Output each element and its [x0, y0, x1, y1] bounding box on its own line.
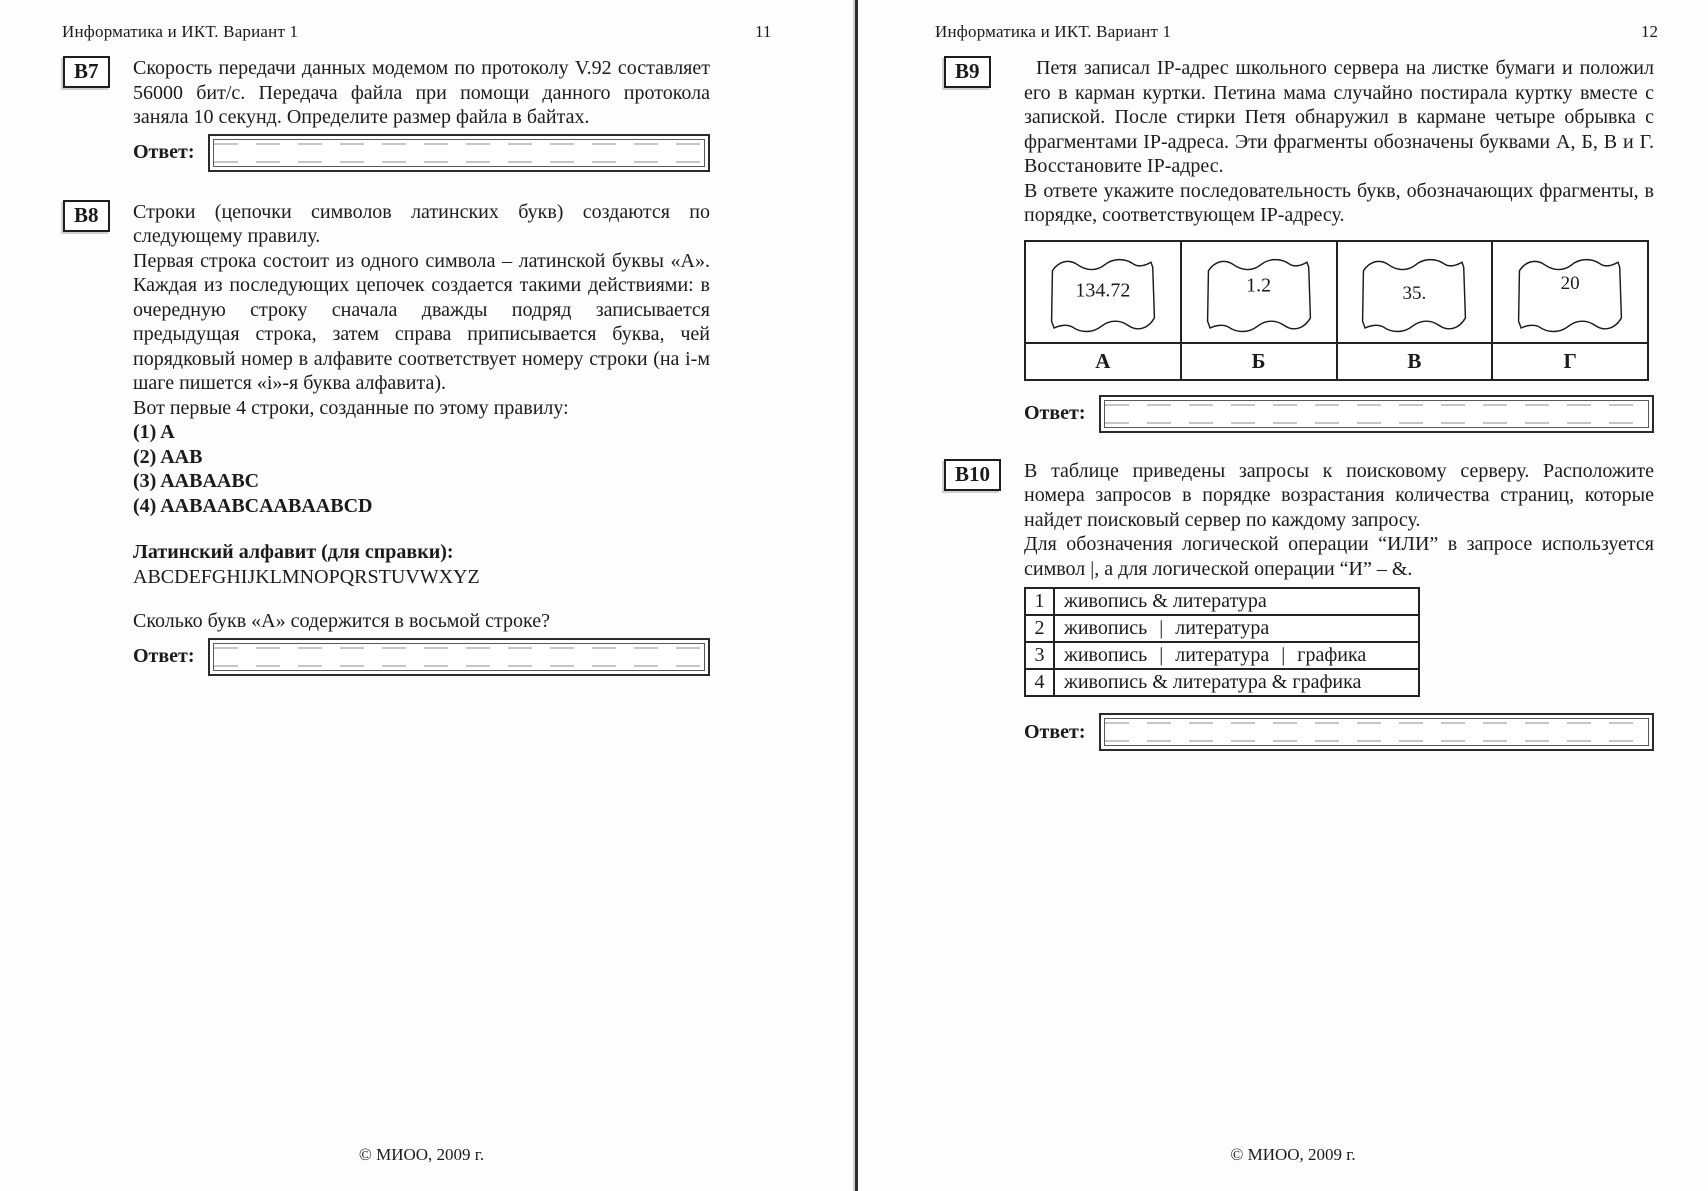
- b8-example-3: (3) AABAABC: [133, 470, 260, 492]
- answer-box-b8: [208, 638, 710, 676]
- question-b9-para1: Петя записал IP-адрес школьного сервера на листке бумаги и положил его в карман куртки. Петина мама случайно постирала куртку вместе с запиской. После стирки Петя обнаружил в кармане четыре обрывка с фрагментами IP-адреса. Эти фрагменты обозначены буквами А, Б, В и Г. Восстановите IP-адрес.: [1024, 57, 1654, 177]
- query-row-1: [1025, 588, 1419, 615]
- page-12-content: [944, 56, 1654, 751]
- question-b10-para2: Для обозначения логической операции “ИЛИ” в запросе используется символ |, а для логической операции “И” – &.: [1024, 533, 1654, 580]
- question-b7-label: B7: [63, 56, 110, 88]
- query-1-text: живопись & литература: [1054, 588, 1419, 615]
- query-row-4: [1025, 669, 1419, 696]
- fragment-v-value: 35.: [1402, 282, 1427, 304]
- question-b7: [63, 56, 710, 130]
- answer-row-b9: [1024, 395, 1654, 433]
- answer-row-b10: [1024, 713, 1654, 751]
- b8-example-2: (2) AAB: [133, 445, 203, 468]
- fragment-letters-row: [1025, 343, 1648, 380]
- fragment-a-cell: [1025, 241, 1181, 343]
- page-footer: © МИОО, 2009 г.: [1230, 1145, 1356, 1164]
- question-b9-para2: В ответе укажите последовательность букв, обозначающих фрагменты, в порядке, соответствующем IP-адресу.: [1024, 179, 1654, 226]
- answer-label-b7: Ответ:: [133, 141, 195, 163]
- answer-row-b8: [133, 638, 710, 676]
- question-b9-label: B9: [944, 56, 991, 88]
- question-b8: [63, 200, 710, 634]
- question-b10-label: B10: [944, 459, 1001, 491]
- query-3-text: живопись | литература | графика: [1054, 642, 1419, 669]
- query-4-text: живопись & литература & графика: [1054, 669, 1419, 696]
- answer-label-b10: Ответ:: [1024, 720, 1086, 743]
- answer-box-b10-inner: [1104, 718, 1649, 746]
- page-footer: © МИОО, 2009 г.: [358, 1145, 485, 1164]
- search-queries-table: [1024, 587, 1420, 697]
- answer-row-b7: [133, 134, 710, 172]
- answer-box-b10: [1099, 713, 1654, 751]
- ip-fragments-table: [1024, 240, 1649, 381]
- b8-question: Сколько букв «А» содержится в восьмой строке?: [133, 610, 550, 632]
- answer-box-b9-inner: [1104, 400, 1649, 428]
- question-b9: [944, 56, 1654, 381]
- query-row-3: [1025, 642, 1419, 669]
- query-2-text: живопись | литература: [1054, 615, 1419, 642]
- fragment-b-value: 1.2: [1246, 274, 1272, 297]
- question-b10-para1: В таблице приведены запросы к поисковому серверу. Расположите номера запросов в порядке возрастания количества страниц, которые найдет поисковый сервер по каждому запросу.: [1024, 459, 1654, 531]
- question-b7-text: Скорость передачи данных модемом по протоколу V.92 составляет 56000 бит/с. Передача файла при помощи данного протокола заняла 10 секунд. Определите размер файла в байтах.: [133, 57, 710, 128]
- page-header-title: Информатика и ИКТ. Вариант 1: [935, 22, 1172, 41]
- question-b10: [944, 459, 1654, 698]
- question-b8-label: B8: [63, 200, 110, 232]
- query-2-number: 2: [1025, 615, 1054, 642]
- question-b8-para3: Вот первые 4 строки, созданные по этому правилу:: [133, 396, 569, 419]
- query-row-2: [1025, 615, 1419, 642]
- fragments-row: [1025, 241, 1648, 343]
- fragment-g-value: 20: [1560, 272, 1580, 294]
- page-number: 11: [755, 22, 772, 41]
- b8-example-1: (1) A: [133, 421, 175, 443]
- fragment-v-letter: В: [1337, 343, 1493, 380]
- query-3-number: 3: [1025, 642, 1054, 669]
- answer-label-b9: Ответ:: [1024, 402, 1086, 424]
- answer-box-b9: [1099, 395, 1654, 433]
- b8-example-4: (4) AABAABCAABAABCD: [133, 494, 373, 517]
- answer-label-b8: Ответ:: [133, 645, 195, 667]
- fragment-b-letter: Б: [1181, 343, 1337, 380]
- answer-box-b7: [208, 134, 710, 172]
- question-b8-para2: Первая строка состоит из одного символа – латинской буквы «А». Каждая из последующих цепочек создается такими действиями: в очередную строку сначала дважды подряд записывается предыдущая строка, затем справа приписывается буква, чей порядковый номер в алфавите соответствует номеру строки (на i-м шаге пишется «i»-я буква алфавита).: [133, 249, 710, 394]
- fragment-v-cell: [1337, 241, 1493, 343]
- query-4-number: 4: [1025, 669, 1054, 696]
- fragment-b-cell: [1181, 241, 1337, 343]
- answer-box-b7-inner: [213, 139, 705, 167]
- page-12: [858, 0, 1708, 1191]
- question-b8-para1: Строки (цепочки символов латинских букв) создаются по следующему правилу.: [133, 200, 710, 247]
- fragment-a-letter: А: [1025, 343, 1181, 380]
- answer-box-b8-inner: [213, 643, 705, 671]
- page-11-content: [63, 56, 710, 676]
- fragment-a-value: 134.72: [1075, 279, 1131, 302]
- page-number: 12: [1641, 22, 1658, 41]
- b8-alphabet: ABCDEFGHIJKLMNOPQRSTUVWXYZ: [133, 565, 480, 588]
- fragment-g-letter: Г: [1492, 343, 1648, 380]
- fragment-g-cell: [1492, 241, 1648, 343]
- page-header-title: Информатика и ИКТ. Вариант 1: [62, 22, 299, 41]
- query-1-number: 1: [1025, 588, 1054, 615]
- b8-alphabet-title: Латинский алфавит (для справки):: [133, 541, 454, 563]
